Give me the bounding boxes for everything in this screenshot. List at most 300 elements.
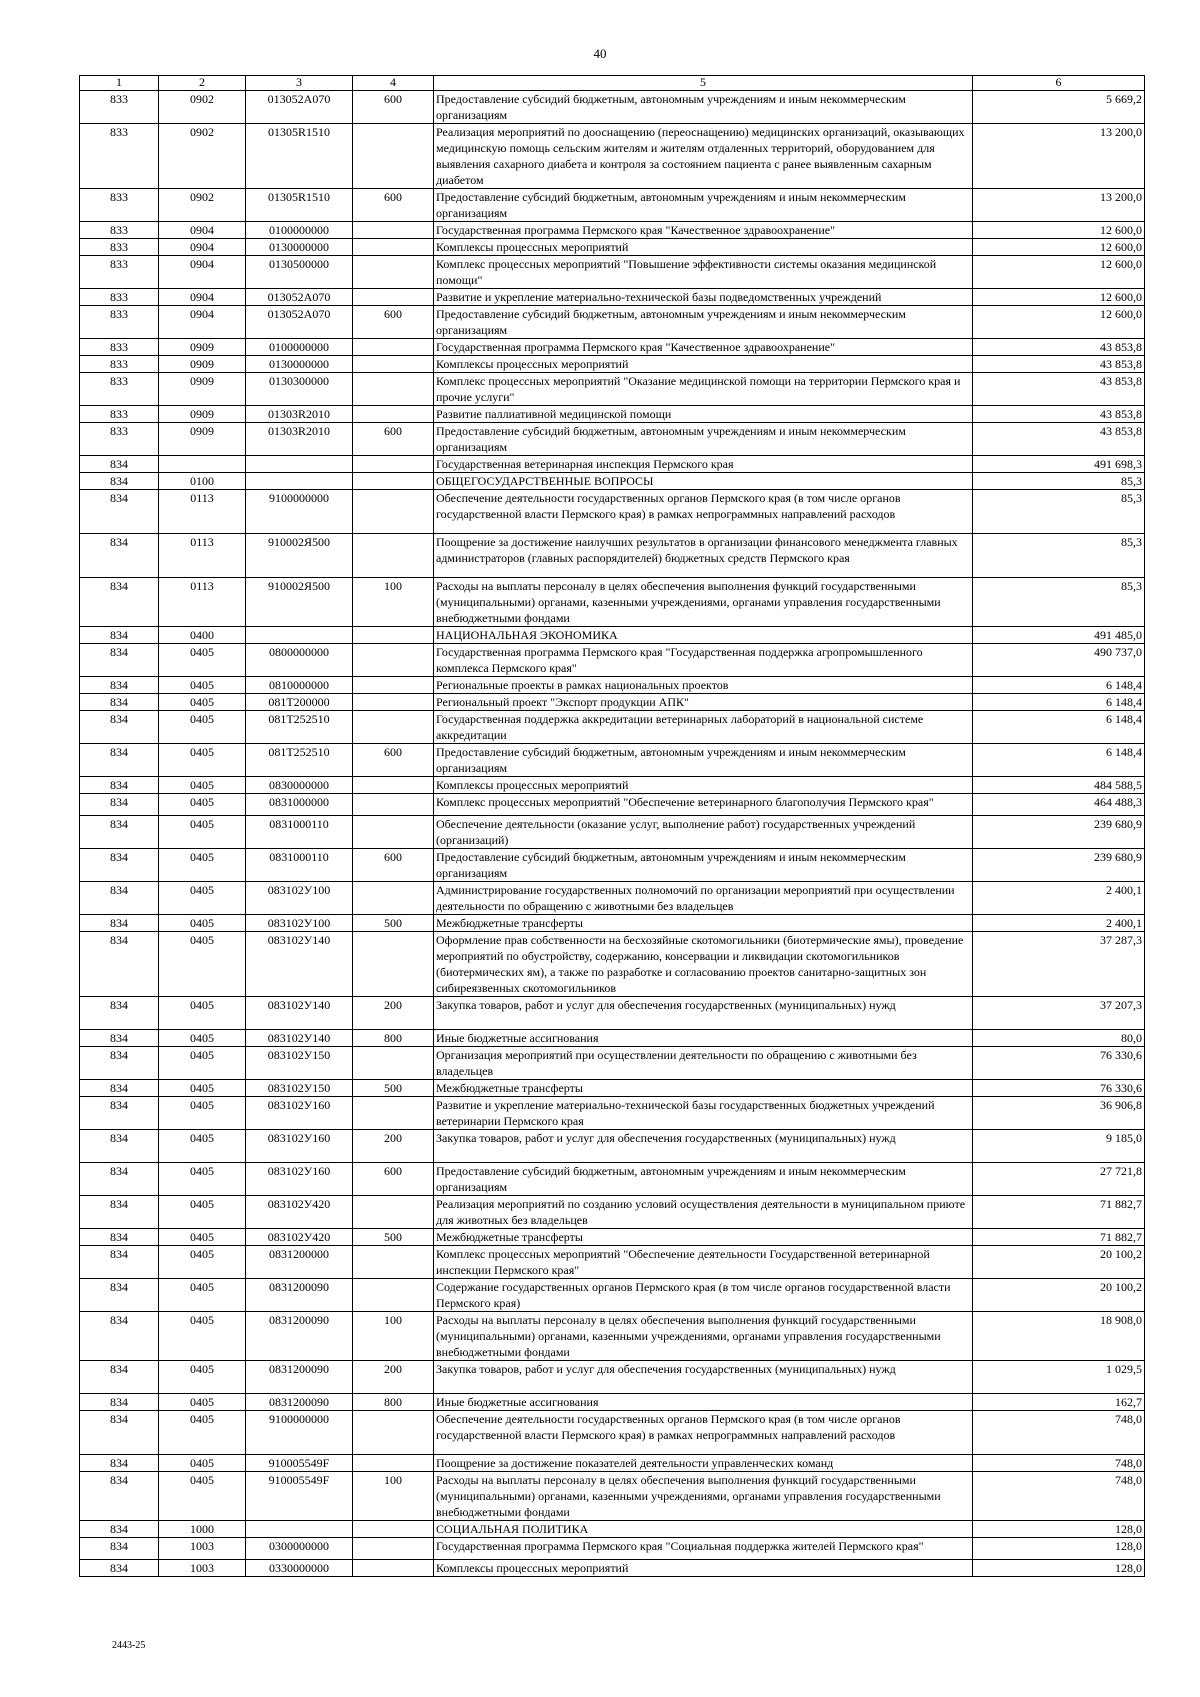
cell-razdel: 0904 — [159, 289, 246, 306]
cell-summa: 12 600,0 — [973, 222, 1145, 239]
cell-razdel: 0904 — [159, 256, 246, 289]
cell-glava: 834 — [80, 677, 159, 694]
cell-tselevaya-statya: 013052А070 — [246, 91, 353, 124]
cell-naimenovanie: Комплексы процессных мероприятий — [434, 239, 973, 256]
cell-naimenovanie: Комплекс процессных мероприятий "Обеспечение ветеринарного благополучия Пермского края" — [434, 794, 973, 816]
cell-summa: 20 100,2 — [973, 1279, 1145, 1312]
cell-tselevaya-statya: 083102У420 — [246, 1229, 353, 1246]
cell-vid-raskhodov — [353, 694, 434, 711]
table-row — [80, 1196, 1145, 1229]
cell-summa: 12 600,0 — [973, 306, 1145, 339]
cell-glava: 834 — [80, 794, 159, 816]
table-row — [80, 1130, 1145, 1163]
table-row — [80, 473, 1145, 490]
cell-summa: 9 185,0 — [973, 1130, 1145, 1163]
table-row — [80, 1030, 1145, 1047]
cell-razdel: 0405 — [159, 1097, 246, 1130]
cell-naimenovanie: Закупка товаров, работ и услуг для обеспечения государственных (муниципальных) нужд — [434, 1361, 973, 1394]
cell-razdel: 0405 — [159, 1455, 246, 1472]
cell-naimenovanie: Комплексы процессных мероприятий — [434, 1560, 973, 1577]
cell-summa: 76 330,6 — [973, 1080, 1145, 1097]
cell-tselevaya-statya: 0831200000 — [246, 1246, 353, 1279]
cell-naimenovanie: Предоставление субсидий бюджетным, автономным учреждениям и иным некоммерческим организациям — [434, 849, 973, 882]
table-row — [80, 1312, 1145, 1361]
cell-naimenovanie: Государственная ветеринарная инспекция Пермского края — [434, 456, 973, 473]
cell-vid-raskhodov: 600 — [353, 91, 434, 124]
table-row — [80, 306, 1145, 339]
cell-naimenovanie: Закупка товаров, работ и услуг для обеспечения государственных (муниципальных) нужд — [434, 1130, 973, 1163]
table-row — [80, 882, 1145, 915]
cell-naimenovanie: Обеспечение деятельности государственных органов Пермского края (в том числе органов государственной власти Пермского края) в рамках непрограммных направлений расходов — [434, 1411, 973, 1455]
cell-tselevaya-statya: 0831200090 — [246, 1279, 353, 1312]
table-row — [80, 91, 1145, 124]
cell-glava: 834 — [80, 694, 159, 711]
cell-naimenovanie: Обеспечение деятельности (оказание услуг, выполнение работ) государственных учреждений (организаций) — [434, 816, 973, 849]
table-row — [80, 1394, 1145, 1411]
cell-glava: 834 — [80, 1538, 159, 1560]
table-row — [80, 1279, 1145, 1312]
cell-tselevaya-statya: 01305R1510 — [246, 189, 353, 222]
table-row — [80, 1246, 1145, 1279]
table-row — [80, 744, 1145, 777]
cell-naimenovanie: Предоставление субсидий бюджетным, автономным учреждениям и иным некоммерческим организациям — [434, 91, 973, 124]
cell-summa: 6 148,4 — [973, 744, 1145, 777]
cell-naimenovanie: Предоставление субсидий бюджетным, автономным учреждениям и иным некоммерческим организациям — [434, 1163, 973, 1196]
cell-vid-raskhodov — [353, 644, 434, 677]
cell-summa: 37 287,3 — [973, 932, 1145, 997]
cell-glava: 834 — [80, 534, 159, 578]
cell-razdel: 0405 — [159, 1080, 246, 1097]
cell-vid-raskhodov — [353, 816, 434, 849]
cell-vid-raskhodov — [353, 356, 434, 373]
cell-razdel: 0405 — [159, 1394, 246, 1411]
cell-summa: 464 488,3 — [973, 794, 1145, 816]
cell-tselevaya-statya: 083102У160 — [246, 1097, 353, 1130]
cell-summa: 490 737,0 — [973, 644, 1145, 677]
cell-glava: 833 — [80, 289, 159, 306]
table-row — [80, 1080, 1145, 1097]
cell-summa: 43 853,8 — [973, 406, 1145, 423]
column-header-6: 6 — [973, 76, 1145, 91]
cell-summa: 37 207,3 — [973, 997, 1145, 1030]
cell-summa: 13 200,0 — [973, 124, 1145, 189]
cell-naimenovanie: Межбюджетные трансферты — [434, 915, 973, 932]
cell-tselevaya-statya: 910005549F — [246, 1455, 353, 1472]
cell-vid-raskhodov: 800 — [353, 1030, 434, 1047]
cell-summa: 18 908,0 — [973, 1312, 1145, 1361]
cell-vid-raskhodov — [353, 406, 434, 423]
cell-naimenovanie: НАЦИОНАЛЬНАЯ ЭКОНОМИКА — [434, 627, 973, 644]
cell-summa: 20 100,2 — [973, 1246, 1145, 1279]
cell-summa: 43 853,8 — [973, 373, 1145, 406]
cell-razdel: 0405 — [159, 711, 246, 744]
cell-naimenovanie: Государственная поддержка аккредитации ветеринарных лабораторий в национальной системе аккредитации — [434, 711, 973, 744]
table-row — [80, 915, 1145, 932]
cell-naimenovanie: Комплексы процессных мероприятий — [434, 356, 973, 373]
cell-tselevaya-statya: 0830000000 — [246, 777, 353, 794]
cell-summa: 71 882,7 — [973, 1229, 1145, 1246]
cell-glava: 834 — [80, 1521, 159, 1538]
cell-summa: 12 600,0 — [973, 239, 1145, 256]
cell-razdel: 1003 — [159, 1560, 246, 1577]
cell-glava: 833 — [80, 423, 159, 456]
table-row — [80, 849, 1145, 882]
cell-vid-raskhodov — [353, 1246, 434, 1279]
cell-naimenovanie: Государственная программа Пермского края "Качественное здравоохранение" — [434, 222, 973, 239]
cell-vid-raskhodov — [353, 473, 434, 490]
cell-naimenovanie: Обеспечение деятельности государственных органов Пермского края (в том числе органов государственной власти Пермского края) в рамках непрограммных направлений расходов — [434, 490, 973, 534]
table-row — [80, 644, 1145, 677]
cell-summa: 748,0 — [973, 1411, 1145, 1455]
cell-tselevaya-statya: 081Т252510 — [246, 711, 353, 744]
cell-summa: 491 698,3 — [973, 456, 1145, 473]
cell-glava: 833 — [80, 406, 159, 423]
cell-vid-raskhodov — [353, 222, 434, 239]
cell-summa: 71 882,7 — [973, 1196, 1145, 1229]
cell-naimenovanie: Расходы на выплаты персоналу в целях обеспечения выполнения функций государственными (муниципальными) органами, казенными учреждениями, органами управления государственными внебюджетными фондами — [434, 1312, 973, 1361]
cell-summa: 85,3 — [973, 534, 1145, 578]
table-body — [80, 91, 1145, 1577]
cell-razdel: 0902 — [159, 91, 246, 124]
table-row — [80, 1361, 1145, 1394]
table-row — [80, 816, 1145, 849]
cell-tselevaya-statya: 083102У100 — [246, 882, 353, 915]
cell-glava: 834 — [80, 627, 159, 644]
cell-vid-raskhodov: 600 — [353, 744, 434, 777]
cell-tselevaya-statya: 083102У140 — [246, 932, 353, 997]
cell-glava: 834 — [80, 1196, 159, 1229]
cell-naimenovanie: Поощрение за достижение показателей деятельности управленческих команд — [434, 1455, 973, 1472]
cell-razdel: 0904 — [159, 222, 246, 239]
cell-naimenovanie: Региональные проекты в рамках национальных проектов — [434, 677, 973, 694]
cell-naimenovanie: Региональный проект "Экспорт продукции АПК" — [434, 694, 973, 711]
cell-glava: 834 — [80, 1411, 159, 1455]
table-row — [80, 1560, 1145, 1577]
table-row — [80, 1047, 1145, 1080]
cell-tselevaya-statya: 0130300000 — [246, 373, 353, 406]
table-row — [80, 406, 1145, 423]
table-row — [80, 1538, 1145, 1560]
table-row — [80, 1472, 1145, 1521]
column-number-header-row — [80, 76, 1145, 91]
cell-tselevaya-statya: 083102У140 — [246, 1030, 353, 1047]
cell-vid-raskhodov — [353, 1455, 434, 1472]
cell-glava: 834 — [80, 1394, 159, 1411]
cell-naimenovanie: Иные бюджетные ассигнования — [434, 1394, 973, 1411]
column-header-4: 4 — [353, 76, 434, 91]
cell-summa: 27 721,8 — [973, 1163, 1145, 1196]
cell-glava: 834 — [80, 456, 159, 473]
cell-razdel: 1000 — [159, 1521, 246, 1538]
column-header-2: 2 — [159, 76, 246, 91]
cell-glava: 834 — [80, 711, 159, 744]
table-row — [80, 222, 1145, 239]
cell-glava: 834 — [80, 1080, 159, 1097]
table-row — [80, 256, 1145, 289]
cell-summa: 13 200,0 — [973, 189, 1145, 222]
cell-razdel: 0405 — [159, 997, 246, 1030]
table-row — [80, 490, 1145, 534]
cell-glava: 834 — [80, 1163, 159, 1196]
cell-tselevaya-statya: 0800000000 — [246, 644, 353, 677]
cell-naimenovanie: Межбюджетные трансферты — [434, 1229, 973, 1246]
page-number: 40 — [593, 46, 607, 61]
cell-vid-raskhodov: 600 — [353, 849, 434, 882]
cell-vid-raskhodov — [353, 1279, 434, 1312]
cell-vid-raskhodov: 500 — [353, 915, 434, 932]
cell-glava: 834 — [80, 1560, 159, 1577]
cell-naimenovanie: Содержание государственных органов Пермского края (в том числе органов государственной власти Пермского края) — [434, 1279, 973, 1312]
cell-summa: 748,0 — [973, 1455, 1145, 1472]
cell-naimenovanie: Администрирование государственных полномочий по организации мероприятий при осуществлении деятельности по обращению с животными без владельцев — [434, 882, 973, 915]
cell-vid-raskhodov — [353, 456, 434, 473]
cell-tselevaya-statya: 083102У420 — [246, 1196, 353, 1229]
cell-razdel: 0405 — [159, 915, 246, 932]
cell-glava: 834 — [80, 997, 159, 1030]
cell-summa: 6 148,4 — [973, 711, 1145, 744]
table-row — [80, 356, 1145, 373]
cell-razdel: 0113 — [159, 578, 246, 627]
cell-summa: 2 400,1 — [973, 882, 1145, 915]
table-row — [80, 289, 1145, 306]
table-row — [80, 627, 1145, 644]
cell-glava: 834 — [80, 1455, 159, 1472]
cell-razdel: 0405 — [159, 694, 246, 711]
cell-glava: 834 — [80, 473, 159, 490]
cell-vid-raskhodov: 200 — [353, 997, 434, 1030]
cell-summa: 748,0 — [973, 1472, 1145, 1521]
cell-summa: 76 330,6 — [973, 1047, 1145, 1080]
cell-glava: 834 — [80, 1030, 159, 1047]
cell-glava: 833 — [80, 356, 159, 373]
table-row — [80, 694, 1145, 711]
cell-tselevaya-statya — [246, 1521, 353, 1538]
cell-vid-raskhodov — [353, 677, 434, 694]
table-row — [80, 189, 1145, 222]
cell-glava: 833 — [80, 373, 159, 406]
table-row — [80, 124, 1145, 189]
cell-tselevaya-statya: 083102У140 — [246, 997, 353, 1030]
cell-vid-raskhodov — [353, 256, 434, 289]
cell-tselevaya-statya: 0831000110 — [246, 849, 353, 882]
cell-vid-raskhodov — [353, 882, 434, 915]
cell-summa: 6 148,4 — [973, 677, 1145, 694]
cell-vid-raskhodov: 600 — [353, 189, 434, 222]
cell-naimenovanie: Реализация мероприятий по дооснащению (переоснащению) медицинских организаций, оказывающих медицинскую помощь сельским жителям и жителям отдаленных территорий, оборудованием для выявления сахарного диабета и контроля за состоянием пациента с ранее выявленным сахарным диабетом — [434, 124, 973, 189]
cell-glava: 834 — [80, 1472, 159, 1521]
cell-tselevaya-statya: 0330000000 — [246, 1560, 353, 1577]
cell-vid-raskhodov — [353, 1560, 434, 1577]
cell-razdel: 0909 — [159, 373, 246, 406]
cell-summa: 85,3 — [973, 578, 1145, 627]
cell-vid-raskhodov — [353, 1047, 434, 1080]
cell-glava: 834 — [80, 1130, 159, 1163]
cell-vid-raskhodov — [353, 1411, 434, 1455]
cell-tselevaya-statya: 01305R1510 — [246, 124, 353, 189]
cell-naimenovanie: Комплекс процессных мероприятий "Оказание медицинской помощи на территории Пермского края и прочие услуги" — [434, 373, 973, 406]
cell-vid-raskhodov — [353, 1097, 434, 1130]
cell-tselevaya-statya: 9100000000 — [246, 490, 353, 534]
table-row — [80, 1229, 1145, 1246]
cell-razdel: 0100 — [159, 473, 246, 490]
cell-glava: 834 — [80, 1312, 159, 1361]
cell-vid-raskhodov: 100 — [353, 578, 434, 627]
cell-naimenovanie: Комплекс процессных мероприятий "Повышение эффективности системы оказания медицинской помощи" — [434, 256, 973, 289]
table-row — [80, 1097, 1145, 1130]
cell-tselevaya-statya: 910005549F — [246, 1472, 353, 1521]
table-row — [80, 677, 1145, 694]
cell-razdel: 0405 — [159, 1411, 246, 1455]
cell-summa: 36 906,8 — [973, 1097, 1145, 1130]
cell-razdel: 0405 — [159, 1246, 246, 1279]
cell-summa: 484 588,5 — [973, 777, 1145, 794]
cell-vid-raskhodov — [353, 289, 434, 306]
cell-summa: 5 669,2 — [973, 91, 1145, 124]
column-header-1: 1 — [80, 76, 159, 91]
cell-razdel — [159, 456, 246, 473]
cell-naimenovanie: Межбюджетные трансферты — [434, 1080, 973, 1097]
cell-razdel: 0405 — [159, 816, 246, 849]
cell-summa: 1 029,5 — [973, 1361, 1145, 1394]
cell-naimenovanie: Предоставление субсидий бюджетным, автономным учреждениям и иным некоммерческим организациям — [434, 744, 973, 777]
cell-razdel: 0405 — [159, 932, 246, 997]
cell-naimenovanie: Организация мероприятий при осуществлении деятельности по обращению с животными без владельцев — [434, 1047, 973, 1080]
cell-razdel: 0405 — [159, 1229, 246, 1246]
table-row — [80, 794, 1145, 816]
cell-vid-raskhodov: 100 — [353, 1312, 434, 1361]
cell-vid-raskhodov: 200 — [353, 1361, 434, 1394]
table-row — [80, 777, 1145, 794]
cell-naimenovanie: Государственная программа Пермского края "Качественное здравоохранение" — [434, 339, 973, 356]
cell-tselevaya-statya: 01303R2010 — [246, 423, 353, 456]
cell-tselevaya-statya: 0100000000 — [246, 222, 353, 239]
cell-razdel: 0405 — [159, 1196, 246, 1229]
cell-glava: 833 — [80, 239, 159, 256]
cell-razdel: 1003 — [159, 1538, 246, 1560]
cell-naimenovanie: Расходы на выплаты персоналу в целях обеспечения выполнения функций государственными (муниципальными) органами, казенными учреждениями, органами управления государственными внебюджетными фондами — [434, 578, 973, 627]
cell-glava: 834 — [80, 644, 159, 677]
cell-razdel: 0113 — [159, 534, 246, 578]
table-row — [80, 1455, 1145, 1472]
cell-razdel: 0405 — [159, 744, 246, 777]
cell-tselevaya-statya: 013052А070 — [246, 289, 353, 306]
cell-glava: 833 — [80, 339, 159, 356]
cell-naimenovanie: Комплекс процессных мероприятий "Обеспечение деятельности Государственной ветеринарной инспекции Пермского края" — [434, 1246, 973, 1279]
cell-tselevaya-statya: 081Т252510 — [246, 744, 353, 777]
cell-razdel: 0405 — [159, 794, 246, 816]
cell-naimenovanie: Развитие паллиативной медицинской помощи — [434, 406, 973, 423]
cell-vid-raskhodov: 500 — [353, 1229, 434, 1246]
cell-razdel: 0902 — [159, 124, 246, 189]
cell-razdel: 0405 — [159, 1163, 246, 1196]
column-header-3: 3 — [246, 76, 353, 91]
cell-vid-raskhodov — [353, 711, 434, 744]
cell-glava: 833 — [80, 256, 159, 289]
cell-glava: 833 — [80, 124, 159, 189]
cell-summa: 128,0 — [973, 1538, 1145, 1560]
budget-table — [79, 75, 1145, 1577]
cell-glava: 834 — [80, 1229, 159, 1246]
cell-summa: 2 400,1 — [973, 915, 1145, 932]
cell-glava: 834 — [80, 578, 159, 627]
cell-razdel: 0405 — [159, 777, 246, 794]
cell-vid-raskhodov: 600 — [353, 1163, 434, 1196]
cell-vid-raskhodov — [353, 373, 434, 406]
cell-vid-raskhodov — [353, 339, 434, 356]
cell-razdel: 0405 — [159, 1472, 246, 1521]
cell-naimenovanie: Закупка товаров, работ и услуг для обеспечения государственных (муниципальных) нужд — [434, 997, 973, 1030]
cell-glava: 834 — [80, 744, 159, 777]
cell-vid-raskhodov: 200 — [353, 1130, 434, 1163]
cell-naimenovanie: Государственная программа Пермского края "Социальная поддержка жителей Пермского края" — [434, 1538, 973, 1560]
cell-razdel: 0902 — [159, 189, 246, 222]
cell-vid-raskhodov: 100 — [353, 1472, 434, 1521]
cell-razdel: 0904 — [159, 306, 246, 339]
cell-razdel: 0904 — [159, 239, 246, 256]
cell-vid-raskhodov — [353, 239, 434, 256]
cell-vid-raskhodov — [353, 794, 434, 816]
cell-razdel: 0909 — [159, 356, 246, 373]
cell-tselevaya-statya: 910002Я500 — [246, 534, 353, 578]
cell-glava: 834 — [80, 1246, 159, 1279]
cell-tselevaya-statya: 0130000000 — [246, 239, 353, 256]
cell-tselevaya-statya: 083102У100 — [246, 915, 353, 932]
cell-glava: 834 — [80, 915, 159, 932]
cell-razdel: 0405 — [159, 1361, 246, 1394]
cell-vid-raskhodov — [353, 490, 434, 534]
cell-vid-raskhodov — [353, 777, 434, 794]
cell-summa: 239 680,9 — [973, 816, 1145, 849]
cell-naimenovanie: Расходы на выплаты персоналу в целях обеспечения выполнения функций государственными (муниципальными) органами, казенными учреждениями, органами управления государственными внебюджетными фондами — [434, 1472, 973, 1521]
cell-tselevaya-statya: 0831200090 — [246, 1312, 353, 1361]
cell-naimenovanie: Комплексы процессных мероприятий — [434, 777, 973, 794]
cell-naimenovanie: Развитие и укрепление материально-технической базы государственных бюджетных учреждений ветеринарии Пермского края — [434, 1097, 973, 1130]
cell-razdel: 0405 — [159, 849, 246, 882]
cell-summa: 6 148,4 — [973, 694, 1145, 711]
cell-tselevaya-statya: 910002Я500 — [246, 578, 353, 627]
table-row — [80, 423, 1145, 456]
cell-summa: 12 600,0 — [973, 256, 1145, 289]
cell-tselevaya-statya — [246, 473, 353, 490]
cell-summa: 128,0 — [973, 1521, 1145, 1538]
cell-naimenovanie: Предоставление субсидий бюджетным, автономным учреждениям и иным некоммерческим организациям — [434, 189, 973, 222]
cell-naimenovanie: Поощрение за достижение наилучших результатов в организации финансового менеджмента главных администраторов (главных распорядителей) бюджетных средств Пермского края — [434, 534, 973, 578]
cell-glava: 834 — [80, 882, 159, 915]
cell-glava: 834 — [80, 816, 159, 849]
cell-summa: 43 853,8 — [973, 423, 1145, 456]
cell-razdel: 0909 — [159, 406, 246, 423]
table-row — [80, 578, 1145, 627]
cell-vid-raskhodov — [353, 534, 434, 578]
cell-summa: 128,0 — [973, 1560, 1145, 1577]
cell-naimenovanie: Предоставление субсидий бюджетным, автономным учреждениям и иным некоммерческим организациям — [434, 306, 973, 339]
cell-glava: 834 — [80, 1047, 159, 1080]
cell-summa: 43 853,8 — [973, 356, 1145, 373]
cell-glava: 834 — [80, 1097, 159, 1130]
cell-naimenovanie: Реализация мероприятий по созданию условий осуществления деятельности в муниципальном приюте для животных без владельцев — [434, 1196, 973, 1229]
cell-tselevaya-statya: 0300000000 — [246, 1538, 353, 1560]
table-row — [80, 1163, 1145, 1196]
cell-tselevaya-statya: 0831200090 — [246, 1361, 353, 1394]
cell-summa: 85,3 — [973, 473, 1145, 490]
cell-razdel: 0405 — [159, 1279, 246, 1312]
cell-vid-raskhodov: 500 — [353, 1080, 434, 1097]
cell-vid-raskhodov — [353, 1538, 434, 1560]
cell-razdel: 0405 — [159, 882, 246, 915]
cell-naimenovanie: Государственная программа Пермского края "Государственная поддержка агропромышленного комплекса Пермского края" — [434, 644, 973, 677]
cell-glava: 833 — [80, 222, 159, 239]
cell-naimenovanie: Иные бюджетные ассигнования — [434, 1030, 973, 1047]
